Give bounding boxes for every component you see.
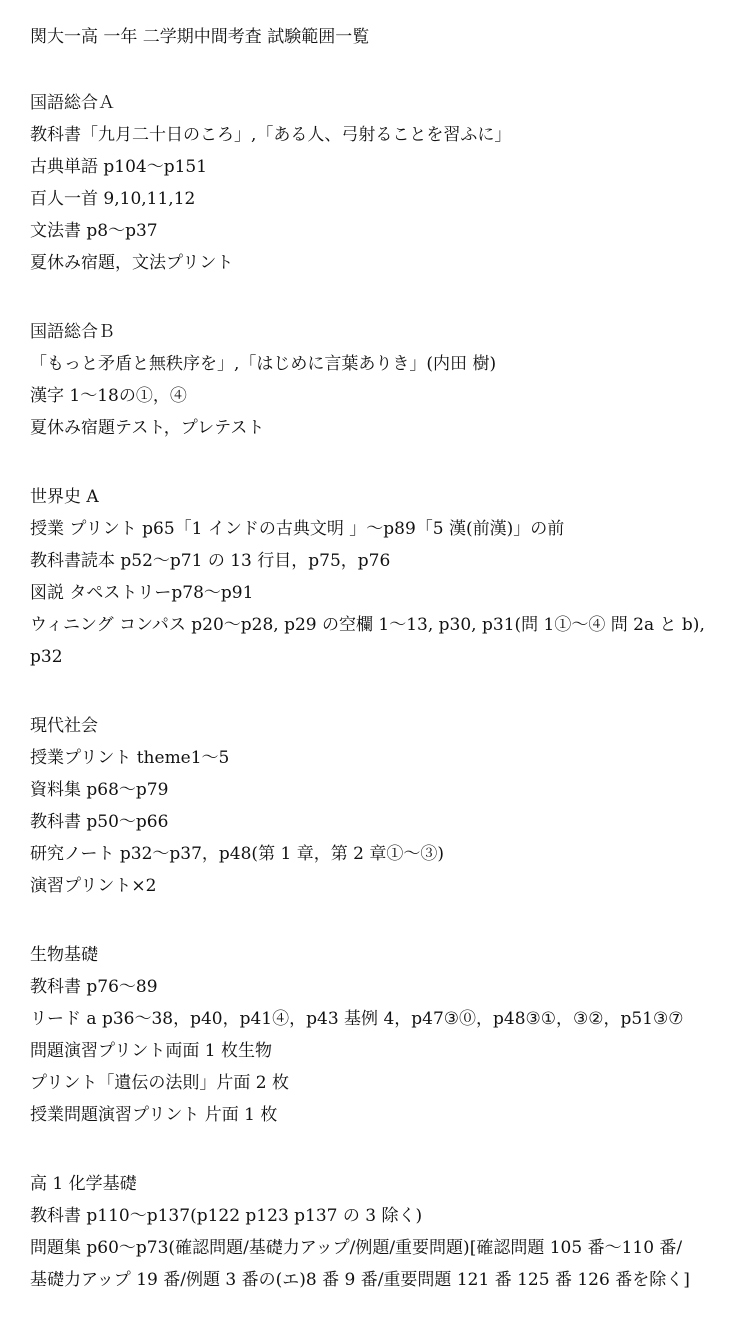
section-line: 教科書「九月二十日のころ」,「ある人、弓射ることを習ふに」 <box>30 125 512 145</box>
section-line: 古典単語 p104〜p151 <box>30 157 208 177</box>
section-line: 研究ノート p32〜p37，p48(第 1 章，第 2 章①〜③) <box>30 844 444 864</box>
section-line: 漢字 1〜18の①，④ <box>30 386 187 406</box>
section-line: 問題集 p60〜p73(確認問題/基礎力アップ/例題/重要問題)[確認問題 105 番〜110 番/ <box>30 1238 683 1258</box>
section-line: 教科書 p76〜89 <box>30 977 158 997</box>
section-line: 教科書 p50〜p66 <box>30 812 169 832</box>
section-line: 夏休み宿題テスト，プレテスト <box>30 418 265 438</box>
section-modern-society <box>30 710 735 902</box>
section-heading: 現代社会 <box>30 716 98 736</box>
section-basic-biology <box>30 939 735 1131</box>
section-line: 図説 タペストリーp78〜p91 <box>30 583 254 603</box>
section-heading: 生物基礎 <box>30 945 98 965</box>
section-basic-chemistry <box>30 1168 735 1296</box>
section-line: p32 <box>30 647 63 667</box>
section-line: 夏休み宿題，文法プリント <box>30 253 234 273</box>
section-line: 資料集 p68〜p79 <box>30 780 169 800</box>
section-line: 「もっと矛盾と無秩序を」,「はじめに言葉ありき」(内田 樹) <box>30 354 497 374</box>
section-line: 問題演習プリント両面 1 枚生物 <box>30 1041 272 1061</box>
section-line: リード a p36〜38，p40，p41④，p43 基例 4，p47③⓪，p48③①，③②，p51③⑦ <box>30 1009 684 1029</box>
exam-range-document <box>30 24 735 1296</box>
section-line: 演習プリント×2 <box>30 876 157 896</box>
document-title: 関大一高 一年 二学期中間考査 試験範囲一覧 <box>30 27 370 47</box>
section-line: 授業プリント theme1〜5 <box>30 748 230 768</box>
section-line: 文法書 p8〜p37 <box>30 221 158 241</box>
section-heading: 国語総合Ｂ <box>30 322 115 342</box>
section-line: 授業問題演習プリント 片面 1 枚 <box>30 1105 278 1125</box>
section-line: 百人一首 9,10,11,12 <box>30 189 196 209</box>
section-kokugo-b <box>30 316 735 444</box>
section-line: プリント「遺伝の法則」片面 2 枚 <box>30 1073 289 1093</box>
section-heading: 世界史 A <box>30 487 99 507</box>
section-line: 基礎力アップ 19 番/例題 3 番の(エ)8 番 9 番/重要問題 121 番 125 番 126 番を除く] <box>30 1270 690 1290</box>
section-line: 教科書 p110〜p137(p122 p123 p137 の 3 除く) <box>30 1206 423 1226</box>
section-line: ウィニング コンパス p20〜p28, p29 の空欄 1〜13, p30, p31(問 1①〜④ 問 2a と b), <box>30 615 705 635</box>
section-line: 授業 プリント p65「1 インドの古典文明 」〜p89「5 漢(前漢)」の前 <box>30 519 565 539</box>
section-world-history-a <box>30 481 735 673</box>
section-line: 教科書読本 p52〜p71 の 13 行目，p75，p76 <box>30 551 391 571</box>
section-kokugo-a <box>30 87 735 279</box>
section-heading: 高 1 化学基礎 <box>30 1174 137 1194</box>
section-heading: 国語総合Ａ <box>30 93 115 113</box>
